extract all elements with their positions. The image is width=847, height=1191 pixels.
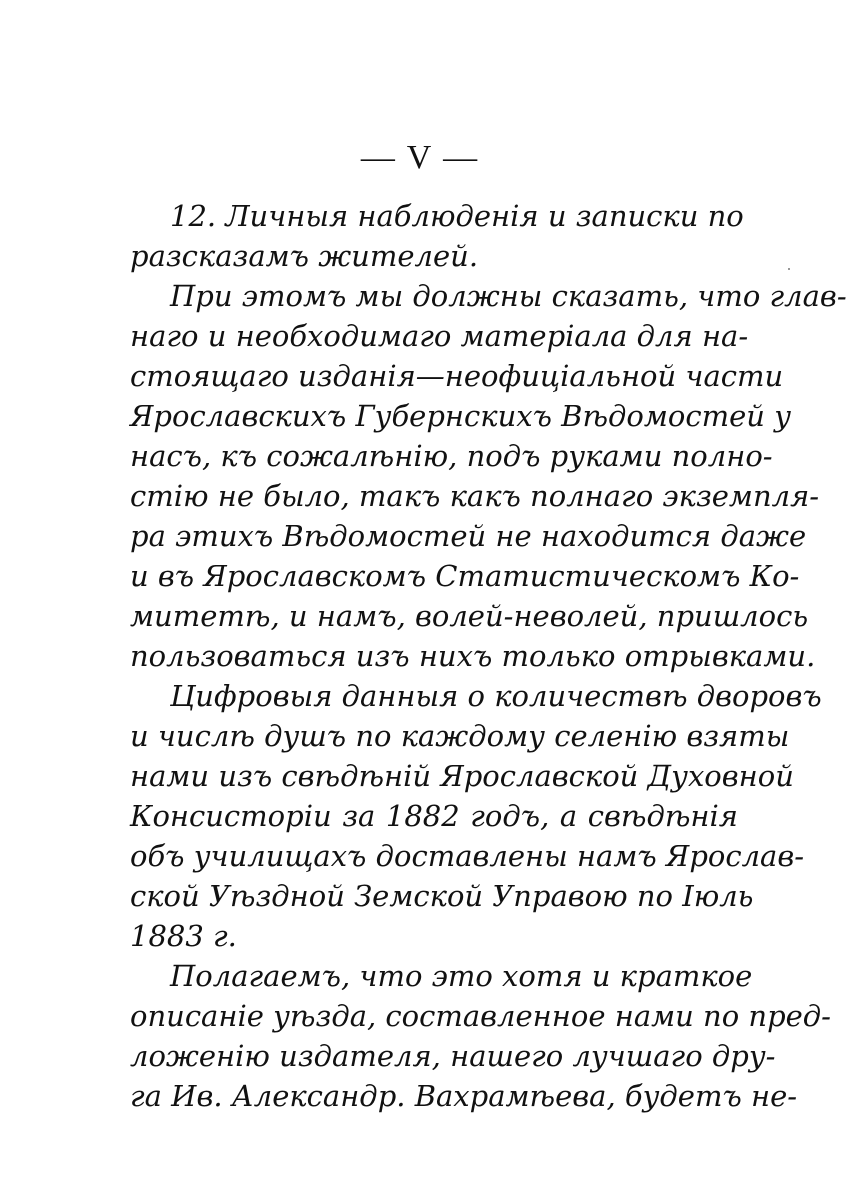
text-line: ской Уѣздной Земской Управою по Іюль <box>130 879 754 913</box>
text-line: При этомъ мы должны сказать, что глав- <box>170 279 847 313</box>
text-line: насъ, къ сожалѣнію, подъ руками полно- <box>130 439 773 473</box>
text-line: Ярославскихъ Губернскихъ Вѣдомостей у <box>130 399 792 433</box>
text-line: описаніе уѣзда, составленное нами по пред- <box>130 999 831 1033</box>
text-line: пользоваться изъ нихъ только отрывками. <box>130 639 816 673</box>
text-line: стію не было, такъ какъ полнаго экземпля- <box>130 479 820 513</box>
text-line: разсказамъ жителей. <box>130 239 479 273</box>
text-line: Цифровыя данныя о количествѣ дворовъ <box>170 679 822 713</box>
text-line: наго и необходимаго матеріала для на- <box>130 319 749 353</box>
text-line: Полагаемъ, что это хотя и краткое <box>170 959 753 993</box>
paper-speck <box>788 268 790 270</box>
text-line: 1883 г. <box>130 919 237 953</box>
text-line: ра этихъ Вѣдомостей не находится даже <box>130 519 807 553</box>
text-line: Консисторіи за 1882 годъ, а свѣдѣнія <box>130 799 738 833</box>
text-line: стоящаго изданія—неофиціальной части <box>130 359 784 393</box>
text-line: митетѣ, и намъ, волей-неволей, пришлось <box>130 599 809 633</box>
text-line: и числѣ душъ по каждому селенію взяты <box>130 719 790 753</box>
text-line: и въ Ярославскомъ Статистическомъ Ко- <box>130 559 800 593</box>
text-line: нами изъ свѣдѣній Ярославской Духовной <box>130 759 794 793</box>
text-line: 12. Личныя наблюденія и записки по <box>170 199 744 233</box>
text-line: га Ив. Александр. Вахрамѣева, будетъ не- <box>130 1079 798 1113</box>
text-line: объ училищахъ доставлены намъ Ярослав- <box>130 839 805 873</box>
text-line: ложенію издателя, нашего лучшаго дру- <box>130 1039 776 1073</box>
page-number: — V — <box>360 139 480 176</box>
